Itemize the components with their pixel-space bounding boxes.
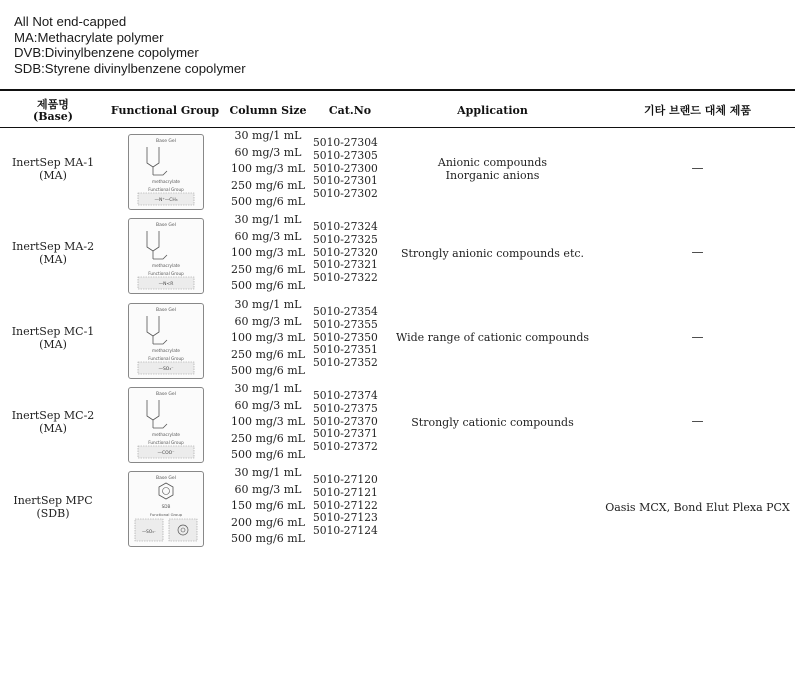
header-cat-no: Cat.No [328,103,372,117]
column-sizes: 30 mg/1 mL 60 mg/3 mL 100 mg/3 mL 250 mg/6 mL 500 mg/6 mL [231,382,305,462]
functional-group-diagram [128,218,204,294]
application-text: Strongly cationic compounds [411,416,574,429]
functional-group-diagram [128,134,204,210]
svg-text:Base Gel: Base Gel [156,308,176,313]
application-text: Wide range of cationic compounds [395,331,590,344]
product-name: InertSep MPC (SDB) [13,494,93,520]
svg-text:—N<R: —N<R [158,282,174,287]
table-top-rule [0,89,795,91]
cat-numbers: 5010-27374 5010-27375 5010-27370 5010-27371 5010-27372 [313,389,378,454]
note-line: All Not end-capped [14,14,127,29]
application-text: Anionic compounds Inorganic anions [437,156,548,182]
svg-text:Functional Group: Functional Group [148,271,184,276]
cat-numbers: 5010-27304 5010-27305 5010-27300 5010-27301 5010-27302 [313,136,378,201]
product-name: InertSep MA-1 (MA) [11,156,95,182]
product-name: InertSep MA-2 (MA) [11,240,95,266]
note-line: DVB:Divinylbenzene copolymer [14,45,199,60]
functional-group-diagram [128,471,204,547]
svg-text:Base Gel: Base Gel [156,223,176,228]
column-sizes: 30 mg/1 mL 60 mg/3 mL 150 mg/6 mL 200 mg/6 mL 500 mg/6 mL [231,466,305,546]
svg-text:methacrylate: methacrylate [152,348,180,353]
svg-text:—N⁺—CH₃: —N⁺—CH₃ [154,198,178,203]
svg-text:Base Gel: Base Gel [156,139,176,144]
header-alternative: 기타 브랜드 대체 제품 [643,103,752,117]
alternative-product: — [691,330,704,344]
header-product: 제품명 (Base) [32,97,74,123]
svg-text:—SO₃⁻: —SO₃⁻ [158,367,174,372]
alternative-product: — [691,245,704,259]
cat-numbers: 5010-27324 5010-27325 5010-27320 5010-27321 5010-27322 [313,220,378,285]
product-name: InertSep MC-2 (MA) [11,409,95,435]
column-sizes: 30 mg/1 mL 60 mg/3 mL 100 mg/3 mL 250 mg/6 mL 500 mg/6 mL [231,213,305,293]
svg-text:Functional Group: Functional Group [148,356,184,361]
header-application: Application [457,103,528,117]
functional-group-diagram [128,303,204,379]
note-line: MA:Methacrylate polymer [14,29,164,45]
alternative-product: — [691,161,704,175]
svg-text:Functional Group: Functional Group [148,187,184,192]
svg-text:Functional Group: Functional Group [148,440,184,445]
svg-text:methacrylate: methacrylate [152,179,180,184]
note-line: SDB:Styrene divinylbenzene copolymer [14,60,246,76]
cat-numbers: 5010-27354 5010-27355 5010-27350 5010-27351 5010-27352 [313,305,378,370]
product-name: InertSep MC-1 (MA) [11,325,95,351]
column-sizes: 30 mg/1 mL 60 mg/3 mL 100 mg/3 mL 250 mg/6 mL 500 mg/6 mL [231,129,305,209]
svg-text:SDB: SDB [161,504,171,509]
application-text: Strongly anionic compounds etc. [400,247,585,260]
alternative-product: Oasis MCX, Bond Elut Plexa PCX [605,501,790,514]
svg-text:Functional Group: Functional Group [149,512,183,517]
svg-text:methacrylate: methacrylate [152,263,180,268]
notes-block [14,14,246,76]
svg-text:Base Gel: Base Gel [156,476,176,481]
header-column-size: Column Size [229,103,307,117]
alternative-product: — [691,414,704,428]
svg-text:Base Gel: Base Gel [156,392,176,397]
svg-text:—COO⁻: —COO⁻ [157,451,175,456]
functional-group-diagram [128,387,204,463]
cat-numbers: 5010-27120 5010-27121 5010-27122 5010-27123 5010-27124 [313,473,378,538]
header-functional-group: Functional Group [110,103,220,117]
svg-text:methacrylate: methacrylate [152,432,180,437]
svg-text:—SO₃⁻: —SO₃⁻ [141,529,157,534]
column-sizes: 30 mg/1 mL 60 mg/3 mL 100 mg/3 mL 250 mg/6 mL 500 mg/6 mL [231,298,305,378]
